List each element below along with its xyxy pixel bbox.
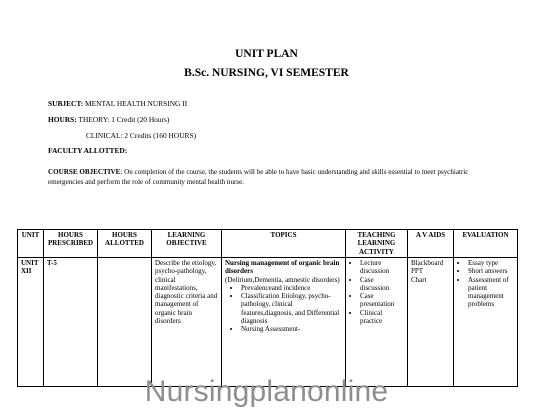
objective-label: COURSE OBJECTIVE	[48, 168, 121, 176]
hours-label: HOURS:	[48, 115, 77, 124]
list-item: • Essay type	[468, 259, 514, 267]
list-item: • Lecture discussion	[360, 259, 404, 276]
cell-learning-objective: Describe the etiology, psycho-pathology, clinical manifestations, diagnostic criteria and management of organic brain disorders	[152, 258, 222, 387]
faculty-label: FACULTY ALLOTTED:	[48, 146, 128, 155]
list-item: • Prevalenceand incidence	[241, 284, 342, 292]
header-hours-prescribed: HOURS PRESCRIBED	[44, 230, 98, 258]
header-unit: UNIT	[18, 230, 44, 258]
list-item: • Short answers	[468, 267, 514, 275]
watermark-logo: Nursingplanonline	[144, 375, 389, 408]
list-item: • Assessment of patient management problems	[468, 276, 514, 309]
list-item: • Clinical practice	[360, 309, 404, 326]
clinical-hours: CLINICAL: 2 Credits (160 HOURS)	[86, 131, 197, 140]
header-av-aids: A V AIDS	[408, 230, 454, 258]
unit-plan-table	[17, 229, 518, 387]
subject-line	[48, 99, 187, 108]
header-hours-allotted: HOURS ALLOTTED	[98, 230, 152, 258]
faculty-line	[48, 146, 127, 155]
page-title: UNIT PLAN	[235, 48, 298, 60]
objective-text: : On completion of the course, the students will be able to have basic understanding and skills essential to meet psychiatric emergencies and perform the role of community mental health nurse.	[48, 168, 469, 186]
av-aid-item: Chart	[411, 275, 427, 284]
subject-value: MENTAL HEALTH NURSING II	[85, 99, 188, 108]
cell-hours-prescribed: T-5	[44, 258, 98, 387]
table-row	[18, 258, 518, 387]
cell-hours-allotted	[98, 258, 152, 387]
topic-subtitle: (Delirium,Dementia, amnestic disorders)	[225, 275, 340, 284]
activity-list	[349, 259, 404, 325]
cell-av-aids	[408, 258, 454, 387]
cell-evaluation	[454, 258, 518, 387]
hours-line	[48, 115, 169, 124]
cell-teaching-activity	[346, 258, 408, 387]
list-item: • Case presentation	[360, 292, 404, 309]
topic-list	[225, 284, 342, 334]
course-objective	[48, 168, 488, 187]
header-learning-objective: LEARNING OBJECTIVE	[152, 230, 222, 258]
list-item: • Classification Etiology, psycho-pathology, clinical features,diagnosis, and Differential diagnosis	[241, 292, 342, 325]
topic-title: Nursing management of organic brain disorders	[225, 259, 340, 276]
subject-label: SUBJECT:	[48, 99, 84, 108]
av-aid-item: Blackboard	[411, 259, 444, 267]
page-subtitle: B.Sc. NURSING, VI SEMESTER	[184, 67, 349, 79]
table-header-row	[18, 230, 518, 258]
evaluation-list	[457, 259, 514, 309]
cell-topics	[222, 258, 346, 387]
theory-hours: THEORY: 1 Credit (20 Hours)	[78, 115, 170, 124]
header-evaluation: EVALUATION	[454, 230, 518, 258]
header-teaching-activity: TEACHING LEARNING ACTIVITY	[346, 230, 408, 258]
cell-unit: UNIT XII	[18, 258, 44, 387]
av-aid-item: PPT	[411, 267, 424, 276]
list-item: • Nursing Assessment-	[241, 325, 342, 333]
list-item: • Case discussion	[360, 276, 404, 293]
header-topics: TOPICS	[222, 230, 346, 258]
